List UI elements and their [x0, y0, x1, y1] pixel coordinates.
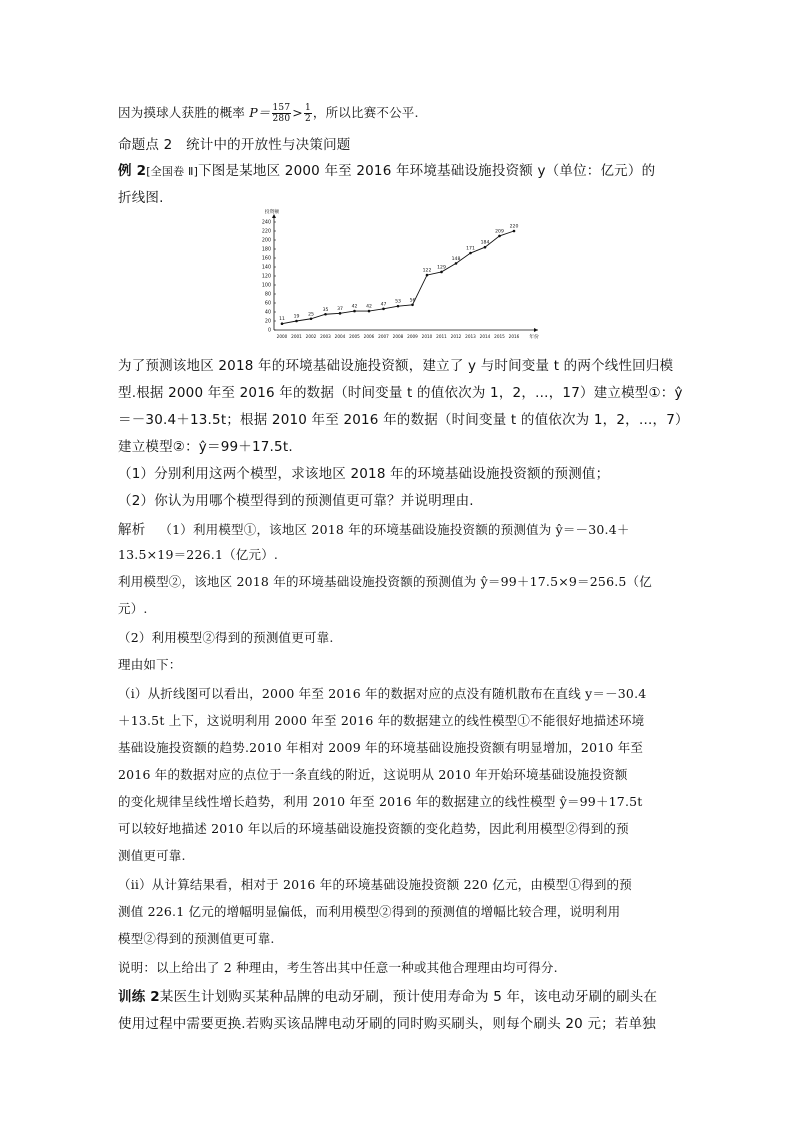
training-line-1 — [118, 985, 657, 1005]
example-source: [全国卷 Ⅱ] — [146, 165, 199, 178]
y-tick-label-180: 180 — [261, 247, 271, 253]
y-tick-label-160: 160 — [261, 256, 271, 262]
data-point-2014 — [484, 246, 487, 249]
fraction-denominator: 280 — [272, 114, 291, 124]
data-label-2015: 209 — [495, 229, 504, 235]
x-tick-label-2000: 2000 — [276, 334, 288, 339]
solution-line-10: 2016 年的数据对应的点位于一条直线的附近，这说明从 2010 年开始环境基础设施投资额 — [118, 767, 628, 782]
solution-line-14: （ii）从计算结果看，相对于 2016 年的环境基础设施投资额 220 亿元，由模型①得到的预 — [118, 877, 632, 892]
data-point-2012 — [455, 262, 458, 265]
data-point-2009 — [411, 304, 414, 307]
x-tick-label-2001: 2001 — [291, 334, 302, 339]
data-label-2011: 129 — [437, 265, 446, 271]
data-label-2005: 42 — [351, 304, 358, 310]
prob-conclusion-line — [118, 103, 419, 124]
data-label-2000: 11 — [279, 317, 285, 323]
solution-line-13: 测值更可靠. — [118, 848, 186, 863]
data-label-2014: 184 — [480, 240, 490, 246]
fraction-numerator: 157 — [272, 103, 291, 113]
x-axis-arrow — [534, 328, 538, 332]
example-text-1: 下图是某地区 2000 年至 2016 年环境基础设施投资额 y（单位：亿元）的 — [198, 163, 656, 179]
topic-heading: 命题点 2 统计中的开放性与决策问题 — [118, 137, 351, 153]
solution-line-5: （2）利用模型②得到的预测值更可靠. — [118, 630, 334, 645]
training-line-2: 使用过程中需要更换.若购买该品牌电动牙刷的同时购买刷头，则每个刷头 20 元；若单独 — [118, 1016, 656, 1032]
data-point-2011 — [440, 271, 443, 274]
y-tick-label-20: 20 — [264, 319, 271, 325]
question-line-4: 建立模型②：ŷ＝99＋17.5t. — [118, 439, 293, 455]
solution-line-8: ＋13.5t 上下，这说明利用 2000 年至 2016 年的数据建立的线性模型①不能很好地描述环境 — [118, 713, 645, 728]
data-point-2001 — [295, 320, 298, 323]
data-label-2003: 35 — [322, 307, 329, 313]
y-tick-label-200: 200 — [261, 238, 271, 244]
x-tick-label-2002: 2002 — [305, 334, 317, 339]
training-text-1: 某医生计划购买某种品牌的电动牙刷，预计使用寿命为 5 年，该电动牙刷的刷头在 — [159, 989, 658, 1005]
data-label-2001: 19 — [293, 314, 300, 320]
data-point-2013 — [469, 252, 472, 255]
data-label-2013: 171 — [466, 246, 475, 252]
solution-line-1 — [118, 518, 630, 538]
x-tick-label-2009: 2009 — [407, 334, 418, 339]
y-tick-label-240: 240 — [261, 220, 271, 226]
data-label-2012: 148 — [451, 256, 461, 262]
greater-than: > — [292, 105, 303, 120]
x-tick-label-2008: 2008 — [392, 334, 404, 339]
training-tag: 训练 2 — [118, 989, 160, 1005]
y-axis-label: 投资额 — [264, 210, 280, 215]
x-axis-label: 年份 — [529, 335, 539, 340]
y-tick-label-220: 220 — [261, 229, 271, 235]
x-tick-label-2007: 2007 — [378, 334, 389, 339]
x-tick-label-2005: 2005 — [349, 334, 360, 339]
y-tick-label-140: 140 — [261, 265, 271, 271]
half-numerator: 1 — [304, 103, 311, 113]
question-sub-2: （2）你认为用哪个模型得到的预测值更可靠？并说明理由. — [118, 493, 474, 509]
data-label-2008: 53 — [395, 299, 401, 305]
solution-line-7: （i）从折线图可以看出，2000 年至 2016 年的数据对应的点没有随机散布在直线 y＝－30.4 — [118, 686, 647, 701]
fraction-one-half — [304, 103, 312, 124]
data-label-2006: 42 — [366, 304, 372, 310]
data-label-2009: 56 — [409, 298, 416, 304]
data-point-2006 — [368, 310, 371, 313]
data-label-2010: 122 — [422, 268, 432, 274]
data-point-2005 — [353, 310, 356, 313]
data-point-2010 — [426, 274, 429, 277]
example-line-2: 折线图. — [118, 190, 164, 206]
data-point-2003 — [324, 313, 327, 316]
x-tick-label-2014: 2014 — [479, 334, 491, 339]
series-line — [282, 231, 514, 324]
y-tick-label-100: 100 — [261, 283, 271, 289]
data-label-2002: 25 — [308, 312, 314, 318]
data-label-2016: 220 — [509, 224, 519, 230]
solution-text-1: （1）利用模型①，该地区 2018 年的环境基础设施投资额的预测值为 ŷ＝－30.4＋ — [159, 522, 630, 537]
question-line-2: 型.根据 2000 年至 2016 年的数据（时间变量 t 的值依次为 1，2，…，17）建立模型①：ŷ — [118, 385, 683, 401]
x-tick-label-2011: 2011 — [436, 334, 447, 339]
solution-line-3: 利用模型②，该地区 2018 年的环境基础设施投资额的预测值为 ŷ＝99＋17.5×9＝256.5（亿 — [118, 574, 652, 589]
solution-line-4: 元）. — [118, 601, 148, 616]
solution-line-6: 理由如下： — [118, 657, 182, 672]
solution-line-12: 可以较好地描述 2010 年以后的环境基础设施投资额的变化趋势，因此利用模型②得到的预 — [118, 821, 629, 836]
half-denominator: 2 — [304, 114, 311, 124]
data-point-2016 — [513, 230, 516, 233]
x-tick-label-2015: 2015 — [494, 334, 505, 339]
solution-line-11: 的变化规律呈线性增长趋势，利用 2010 年至 2016 年的数据建立的线性模型 ŷ＝99＋17.5t — [118, 794, 643, 809]
example-tag: 例 2 — [118, 163, 147, 179]
x-tick-label-2004: 2004 — [334, 334, 346, 339]
solution-tag: 解析 — [118, 522, 146, 538]
question-line-3: ＝－30.4＋13.5t；根据 2010 年至 2016 年的数据（时间变量 t 的值依次为 1，2，…，7） — [118, 412, 689, 428]
x-tick-label-2003: 2003 — [320, 334, 331, 339]
y-tick-label-120: 120 — [261, 274, 271, 280]
solution-line-2: 13.5×19＝226.1（亿元）. — [118, 547, 279, 562]
prob-p: P＝ — [249, 105, 271, 120]
y-tick-label-40: 40 — [264, 310, 271, 316]
investment-line-chart — [252, 208, 552, 348]
solution-line-9: 基础设施投资额的趋势.2010 年相对 2009 年的环境基础设施投资额有明显增加，2010 年至 — [118, 740, 644, 755]
y-tick-label-60: 60 — [264, 301, 271, 307]
x-tick-label-2010: 2010 — [421, 334, 433, 339]
x-tick-label-2016: 2016 — [508, 334, 520, 339]
solution-note: 说明：以上给出了 2 种理由，考生答出其中任意一种或其他合理理由均可得分. — [118, 960, 558, 975]
data-point-2007 — [382, 308, 385, 311]
prob-suffix: ，所以比赛不公平. — [312, 105, 419, 120]
prob-prefix: 因为摸球人获胜的概率 — [118, 105, 250, 120]
data-point-2004 — [339, 312, 342, 315]
solution-line-15: 测值 226.1 亿元的增幅明显偏低，而利用模型②得到的预测值的增幅比较合理，说明利用 — [118, 904, 621, 919]
x-tick-label-2012: 2012 — [450, 334, 462, 339]
solution-line-16: 模型②得到的预测值更可靠. — [118, 931, 275, 946]
data-label-2007: 47 — [380, 302, 387, 308]
data-point-2008 — [397, 305, 400, 308]
y-tick-label-0: 0 — [267, 328, 271, 334]
x-tick-label-2013: 2013 — [465, 334, 476, 339]
example-line-1 — [118, 159, 655, 179]
x-tick-label-2006: 2006 — [363, 334, 375, 339]
question-line-1: 为了预测该地区 2018 年的环境基础设施投资额，建立了 y 与时间变量 t 的两个线性回归模 — [118, 358, 674, 374]
data-point-2015 — [498, 235, 501, 238]
data-point-2000 — [281, 322, 284, 325]
data-label-2004: 37 — [337, 306, 343, 312]
question-sub-1: （1）分别利用这两个模型，求该地区 2018 年的环境基础设施投资额的预测值； — [118, 466, 610, 482]
y-tick-label-80: 80 — [264, 292, 271, 298]
fraction-157-280 — [272, 103, 292, 124]
data-point-2002 — [310, 317, 313, 320]
